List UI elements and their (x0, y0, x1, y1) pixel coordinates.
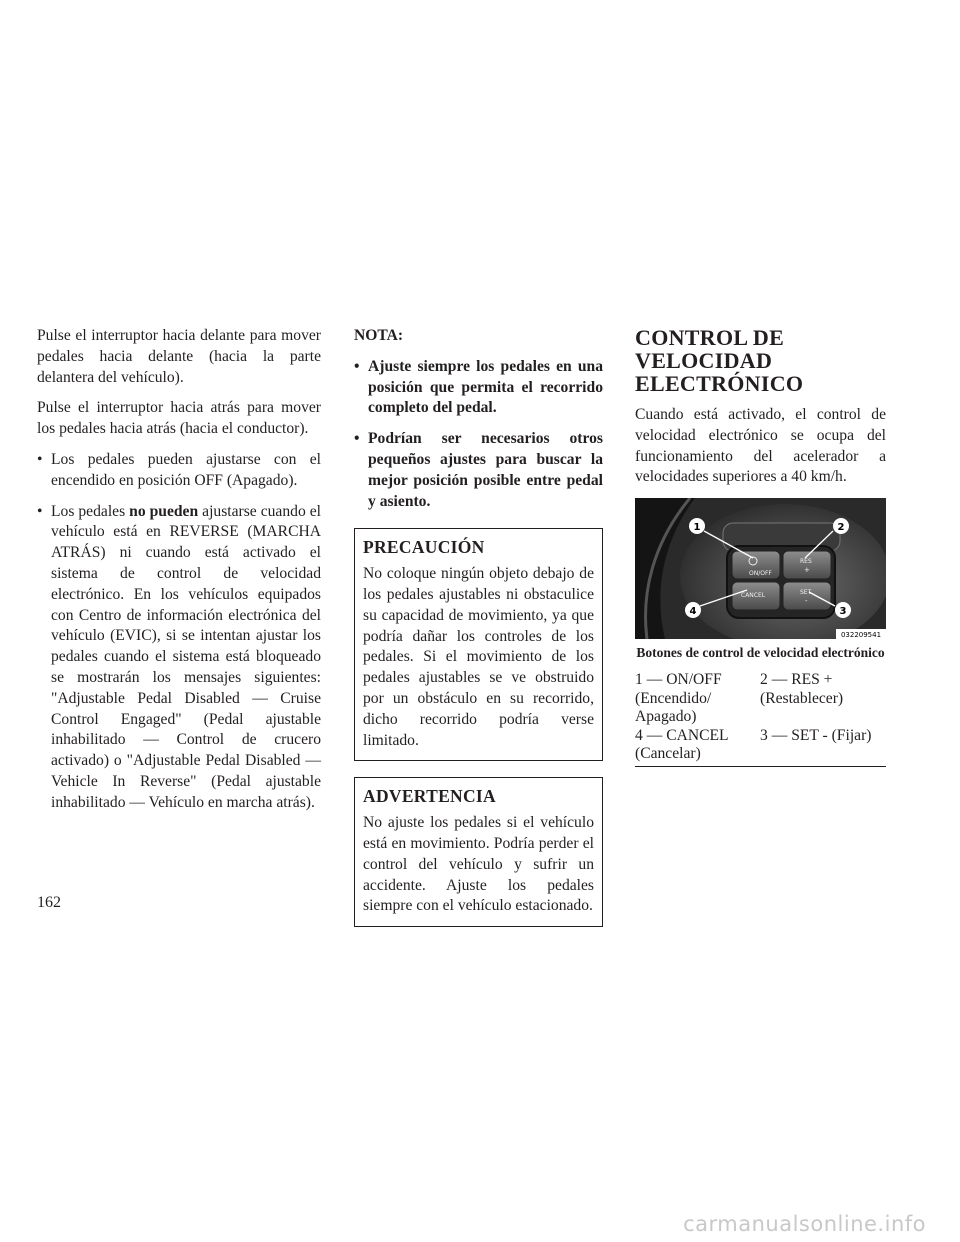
watermark: carmanualsonline.info (683, 1212, 926, 1236)
callout-4: 4 (689, 606, 697, 618)
caution-box (354, 528, 603, 761)
right-column (635, 326, 886, 767)
warning-box (354, 777, 603, 927)
note-label: NOTA: (354, 327, 404, 344)
section-intro: Cuando está activado, el control de velocidad electrónico se ocupa del funcionamiento del acelerador a velocidades superiores a 40 km/h. (635, 406, 886, 486)
warning-text: No ajuste los pedales si el vehículo está en movimiento. Podría perder el control del vehículo y sufrir un accidente. Ajuste los pedales siempre con el vehículo estacionado. (363, 814, 594, 915)
bullet-cannot-adjust-bold: no pueden (129, 502, 199, 520)
figure-legend (635, 671, 886, 767)
bullet-cannot-adjust-pre: Los pedales (51, 502, 130, 520)
paragraph-forward: Pulse el interruptor hacia delante para mover pedales hacia delante (hacia la parte delantera del vehículo). (37, 327, 321, 386)
bullet-ignition-off: • Los pedales pueden ajustarse con el encendido en posición OFF (Apagado). (37, 450, 321, 492)
note-bullet-1: • Ajuste siempre los pedales en una posición que permita el recorrido completo del pedal. (354, 357, 603, 419)
middle-column (354, 326, 603, 927)
steering-wheel-figure (635, 498, 886, 639)
res-button-label: RES (800, 558, 812, 566)
on-off-button-label: ON/OFF (749, 570, 772, 578)
paragraph-backward: Pulse el interruptor hacia atrás para mover los pedales hacia atrás (hacia el conductor). (37, 399, 321, 438)
legend-item-res: 2 — RES + (Restablecer) (760, 671, 844, 707)
callout-1: 1 (693, 522, 701, 534)
legend-item-set: 3 — SET - (Fijar) (760, 726, 872, 744)
section-title: CONTROL DE VELOCIDAD ELECTRÓNICO (635, 325, 804, 396)
legend-item-cancel: 4 — CANCEL (Cancelar) (635, 726, 728, 763)
figure-code: 032209541 (840, 631, 882, 640)
bullet-cannot-adjust (37, 502, 321, 814)
caution-title: PRECAUCIÓN (363, 537, 485, 558)
callout-2: 2 (837, 522, 845, 534)
res-button-sign: + (804, 566, 810, 575)
legend-row (635, 727, 886, 764)
set-button-label: SET (800, 589, 812, 597)
cancel-button-label: CANCEL (741, 592, 766, 600)
callout-3: 3 (839, 606, 847, 618)
steering-wheel-illustration (635, 498, 886, 639)
bullet-cannot-adjust-post: ajustarse cuando el vehículo está en REVERSE (MARCHA ATRÁS) ni cuando está activado el sistema de control de velocidad electrónico. En los vehículos equipados con Centro de información electrónica del vehículo (EVIC), si se intentan ajustar los pedales cuando el sistema está bloqueado se mostrarán los mensajes siguientes: "Adjustable Pedal Disabled — Cruise Control Engaged" (Pedal ajustable inhabilitado — Control de crucero activado) o "Adjustable Pedal Disabled — Vehicle In Reverse" (Pedal ajustable inhabilitado — Vehículo en marcha atrás). (51, 502, 321, 811)
warning-title: ADVERTENCIA (363, 786, 496, 807)
note-bullet-2: • Podrían ser necesarios otros pequeños ajustes para buscar la mejor posición posible entre pedal y asiento. (354, 429, 603, 512)
caution-text: No coloque ningún objeto debajo de los pedales ajustables ni obstaculice su capacidad de movimiento, ya que podría dañar los controles de los pedales. Si el movimiento de los pedales ajustables se ve obstruido por un obstáculo en su recorrido, dicho recorrido podría verse limitado. (363, 565, 594, 749)
legend-item-on-off: 1 — ON/OFF (Encendido/ Apagado) (635, 671, 722, 726)
figure-caption: Botones de control de velocidad electrónico (636, 645, 885, 661)
page-number: 162 (37, 894, 61, 911)
left-column (37, 326, 321, 824)
set-button-sign: - (805, 597, 808, 606)
legend-row (635, 671, 886, 727)
